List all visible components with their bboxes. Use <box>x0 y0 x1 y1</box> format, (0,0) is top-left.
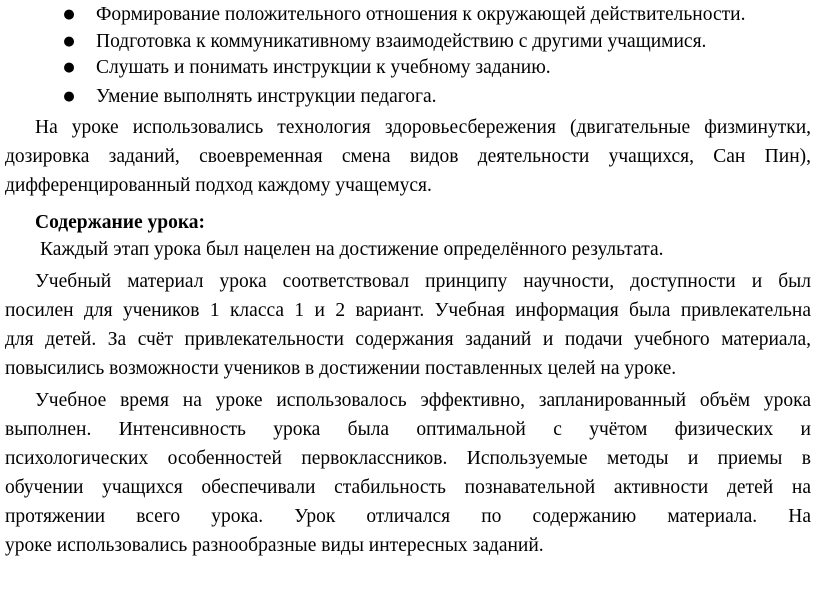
list-item <box>0 82 816 112</box>
paragraph-line: протяжении всего урока. Урок отличался по содержанию материала. На <box>5 506 811 527</box>
list-item-text: Формирование положительного отношения к окружающей действительности. <box>96 4 746 25</box>
bullet-icon: ● <box>63 34 75 49</box>
list-item-text: Умение выполнять инструкции педагога. <box>96 86 437 107</box>
list-item-text: Слушать и понимать инструкции к учебному заданию. <box>96 57 551 78</box>
paragraph-line: выполнен. Интенсивность урока была оптимальной с учётом физических и <box>5 419 811 440</box>
paragraph-line: для детей. За счёт привлекательности содержания заданий и подачи учебного материала, <box>5 329 811 350</box>
paragraph-line: дозировка заданий, своевременная смена видов деятельности учащихся, Сан Пин), <box>5 146 811 167</box>
bullet-icon: ● <box>63 89 75 104</box>
list-item <box>0 0 816 30</box>
paragraph-line: Учебный материал урока соответствовал принципу научности, доступности и был <box>35 271 811 292</box>
section-heading: Содержание урока: <box>35 212 206 233</box>
paragraph-stage-goal: Каждый этап урока был нацелен на достижение определённого результата. <box>40 239 664 260</box>
paragraph-line: психологических особенностей первоклассников. Используемые методы и приемы в <box>5 448 811 469</box>
paragraph-line: обучении учащихся обеспечивали стабильность познавательной активности детей на <box>5 477 811 498</box>
paragraph-line: На уроке использовались технология здоровьесбережения (двигательные физминутки, <box>35 117 811 138</box>
paragraph-line: Учебное время на уроке использовалось эффективно, запланированный объём урока <box>35 390 811 411</box>
paragraph-line: повысились возможности учеников в достижении поставленных целей на уроке. <box>5 358 677 379</box>
paragraph-line: уроке использовались разнообразные виды интересных заданий. <box>5 535 544 556</box>
bullet-icon: ● <box>63 7 75 22</box>
paragraph-line: посилен для учеников 1 класса 1 и 2 вариант. Учебная информация была привлекательна <box>5 300 811 321</box>
list-item <box>0 53 816 83</box>
bullet-icon: ● <box>63 60 75 75</box>
paragraph-line: дифференцированный подход каждому учащемуся. <box>5 175 432 196</box>
list-item-text: Подготовка к коммуникативному взаимодействию с другими учащимися. <box>96 31 707 52</box>
